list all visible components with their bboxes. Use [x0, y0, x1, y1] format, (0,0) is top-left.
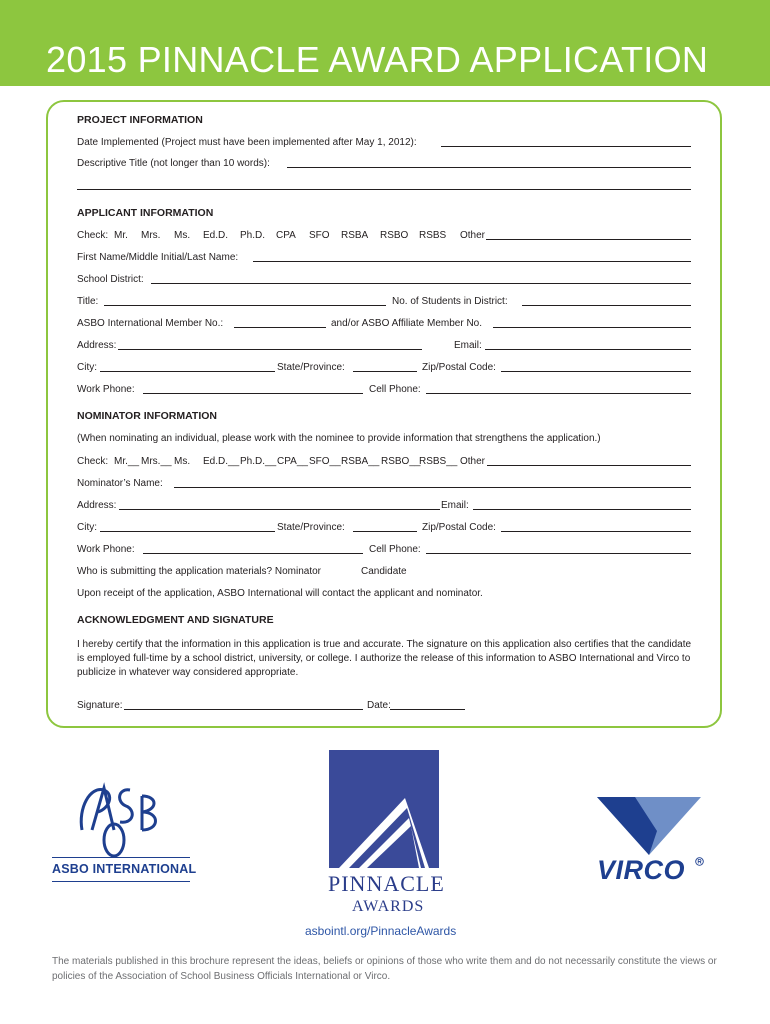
applicant-check-phd[interactable]: Ph.D. [240, 230, 266, 241]
nominator-address-label: Address: [77, 500, 117, 511]
applicant-check-cpa[interactable]: CPA [276, 230, 296, 241]
applicant-check-mr[interactable]: Mr. [114, 230, 128, 241]
virco-v-icon [597, 797, 701, 855]
nominator-zip-field[interactable] [501, 531, 691, 532]
pinnacle-wordmark: PINNACLE [328, 871, 445, 896]
nominator-state-label: State/Province: [277, 522, 345, 533]
applicant-city-label: City: [77, 362, 97, 373]
descriptive-title-field[interactable] [287, 167, 691, 168]
applicant-city-field[interactable] [100, 371, 275, 372]
applicant-check-other[interactable]: Other [460, 230, 486, 241]
applicant-zip-field[interactable] [501, 371, 691, 372]
applicant-check-mrs[interactable]: Mrs. [141, 230, 161, 241]
nominator-city-field[interactable] [100, 531, 275, 532]
page-title: 2015 PINNACLE AWARD APPLICATION [46, 39, 709, 80]
applicant-check-ms[interactable]: Ms. [174, 230, 191, 241]
nominator-check-label: Check: [77, 456, 109, 467]
nominator-work-phone-field[interactable] [143, 553, 363, 554]
applicant-title-field[interactable] [104, 305, 386, 306]
pinnacle-mountain-icon [329, 750, 439, 868]
nominator-zip-label: Zip/Postal Code: [422, 522, 496, 533]
signature-field[interactable] [124, 709, 363, 710]
asbo-rule-bottom [52, 881, 190, 882]
applicant-email-label: Email: [454, 340, 482, 351]
submitter-candidate-option[interactable]: Candidate [361, 566, 407, 577]
date-implemented-label: Date Implemented (Project must have been implemented after May 1, 2012): [77, 137, 417, 148]
applicant-cell-phone-field[interactable] [426, 393, 691, 394]
nominator-city-label: City: [77, 522, 97, 533]
school-district-field[interactable] [151, 283, 691, 284]
applicant-state-label: State/Province: [277, 362, 345, 373]
applicant-check-edd[interactable]: Ed.D. [203, 230, 229, 241]
nominator-check-phd[interactable]: Ph.D.__ [240, 456, 277, 467]
nominator-check-rsbo[interactable]: RSBO__ [381, 456, 421, 467]
applicant-address-field[interactable] [118, 349, 422, 350]
asbo-name: ASBO INTERNATIONAL [52, 862, 197, 876]
title-banner [0, 0, 770, 86]
nominator-other-field[interactable] [487, 465, 691, 466]
applicant-name-label: First Name/Middle Initial/Last Name: [77, 252, 239, 263]
nominator-email-label: Email: [441, 500, 469, 511]
descriptive-title-field-line2[interactable] [77, 189, 691, 190]
member-number-field[interactable] [234, 327, 326, 328]
asbo-monogram-icon [70, 778, 160, 860]
applicant-work-phone-label: Work Phone: [77, 384, 135, 395]
applicant-cell-phone-label: Cell Phone: [369, 384, 421, 395]
pinnacle-awards-link[interactable]: asbointl.org/PinnacleAwards [305, 924, 457, 938]
students-label: No. of Students in District: [392, 296, 508, 307]
applicant-check-rsba[interactable]: RSBA [341, 230, 369, 241]
applicant-email-field[interactable] [485, 349, 691, 350]
nominator-check-mrs[interactable]: Mrs.__ [141, 456, 172, 467]
nominator-check-rsbs[interactable]: RSBS__ [419, 456, 458, 467]
awards-wordmark: AWARDS [352, 898, 425, 915]
asbo-rule-top [52, 857, 190, 858]
affiliate-member-label: and/or ASBO Affiliate Member No. [331, 318, 483, 329]
descriptive-title-label: Descriptive Title (not longer than 10 words): [77, 158, 270, 169]
acknowledgment-text: I hereby certify that the information in this application is true and accurate. The signature on this application also certifies that the candidate is employed full-time by a school district, university, or college. I authorize the release of this information to ASBO International and Virco to publicize in whatever way considered appropriate. [77, 639, 692, 678]
applicant-address-label: Address: [77, 340, 117, 351]
member-number-label: ASBO International Member No.: [77, 318, 224, 329]
applicant-name-field[interactable] [253, 261, 691, 262]
nominator-check-sfo[interactable]: SFO__ [309, 456, 341, 467]
applicant-other-field[interactable] [486, 239, 691, 240]
affiliate-member-field[interactable] [493, 327, 691, 328]
nominator-check-ms[interactable]: Ms. [174, 456, 191, 467]
students-field[interactable] [522, 305, 691, 306]
applicant-check-sfo[interactable]: SFO [309, 230, 330, 241]
applicant-title-label: Title: [77, 296, 99, 307]
nominator-name-label: Nominator’s Name: [77, 478, 163, 489]
applicant-zip-label: Zip/Postal Code: [422, 362, 496, 373]
nominator-name-field[interactable] [174, 487, 691, 488]
nominator-check-cpa[interactable]: CPA__ [277, 456, 308, 467]
nominator-check-other[interactable]: Other [460, 456, 486, 467]
nominator-email-field[interactable] [473, 509, 691, 510]
applicant-check-label: Check: [77, 230, 109, 241]
nominator-cell-phone-field[interactable] [426, 553, 691, 554]
school-district-label: School District: [77, 274, 144, 285]
date-implemented-field[interactable] [441, 146, 691, 147]
applicant-check-rsbo[interactable]: RSBO [380, 230, 409, 241]
nominator-state-field[interactable] [353, 531, 417, 532]
receipt-note: Upon receipt of the application, ASBO International will contact the applicant and nominator. [77, 588, 483, 599]
nominator-check-rsba[interactable]: RSBA__ [341, 456, 380, 467]
nominator-address-field[interactable] [119, 509, 440, 510]
nominator-heading: NOMINATOR INFORMATION [77, 410, 217, 422]
applicant-work-phone-field[interactable] [143, 393, 363, 394]
applicant-state-field[interactable] [353, 371, 417, 372]
applicant-heading: APPLICANT INFORMATION [77, 207, 214, 219]
acknowledgment-heading: ACKNOWLEDGMENT AND SIGNATURE [77, 614, 274, 626]
nominator-work-phone-label: Work Phone: [77, 544, 135, 555]
virco-wordmark: VIRCO [597, 855, 686, 885]
disclaimer: The materials published in this brochure represent the ideas, beliefs or opinions of those who write them and do not necessarily constitute the views or policies of the Association of School Business Officials International or Virco. [52, 956, 717, 982]
nominator-check-mr[interactable]: Mr.__ [114, 456, 140, 467]
nominator-cell-phone-label: Cell Phone: [369, 544, 421, 555]
nominator-check-edd[interactable]: Ed.D.__ [203, 456, 240, 467]
project-heading: PROJECT INFORMATION [77, 114, 203, 126]
nominator-note: (When nominating an individual, please work with the nominee to provide information that strengthens the application.) [77, 433, 601, 444]
signature-label: Signature: [77, 700, 123, 711]
submitter-question[interactable]: Who is submitting the application materials? Nominator [77, 566, 321, 577]
date-label: Date: [367, 700, 391, 711]
registered-mark-icon [695, 857, 704, 866]
applicant-check-rsbs[interactable]: RSBS [419, 230, 447, 241]
date-field[interactable] [390, 709, 465, 710]
